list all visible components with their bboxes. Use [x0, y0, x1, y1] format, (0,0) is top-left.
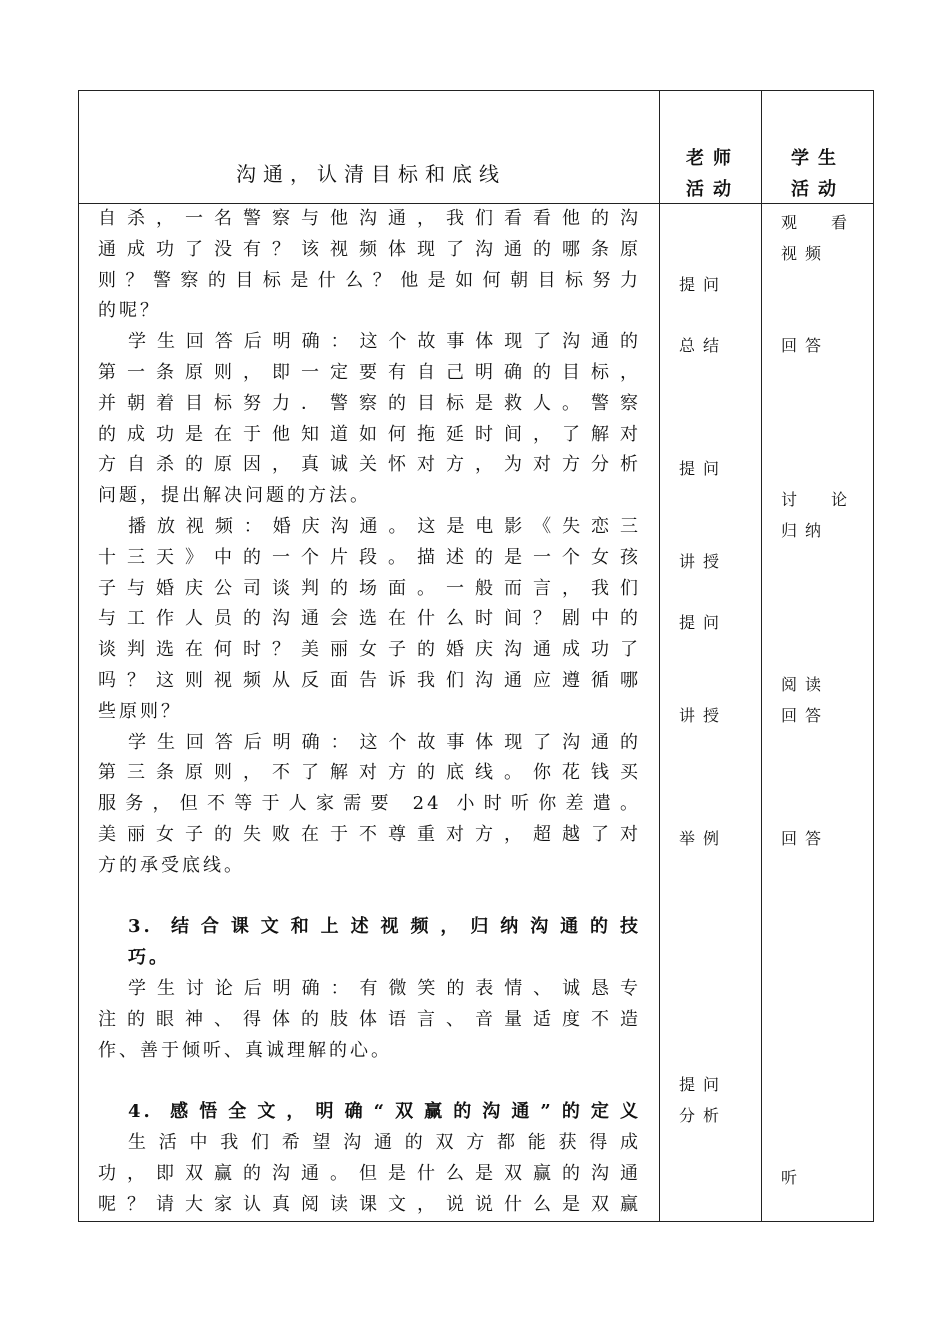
- blank-line: [98, 1066, 641, 1097]
- teacher-activity-label: 讲授: [679, 551, 728, 571]
- content-line: 3. 结合课文和上述视频，归纳沟通的技: [128, 916, 641, 938]
- content-line: 呢？请大家认真阅读课文，说说什么是双赢: [98, 1193, 641, 1215]
- student-activity-label: 归纳: [781, 521, 830, 540]
- student-activity-label: 回答: [781, 829, 830, 848]
- content-line: 学生讨论后明确：有微笑的表情、诚恳专: [128, 977, 641, 999]
- column-divider-teacher: [659, 90, 660, 1222]
- content-line: 服务，但不等于人家需要 24 小时听你差遣。: [98, 793, 641, 815]
- blank-line: [98, 882, 641, 913]
- teacher-activity-label: 提问: [679, 274, 728, 294]
- teacher-activity-label: 讲授: [679, 705, 728, 725]
- teacher-activity-header-line2: 活动: [686, 179, 740, 200]
- content-line: 则？警察的目标是什么？他是如何朝目标努力: [98, 269, 641, 291]
- content-line: 生活中我们希望沟通的双方都能获得成: [128, 1131, 641, 1153]
- teacher-activity-label: 提问: [679, 613, 728, 633]
- content-line: 方自杀的原因，真诚关怀对方，为对方分析: [98, 454, 641, 476]
- content-line: 功，即双赢的沟通。但是什么是双赢的沟通: [98, 1162, 641, 1184]
- teacher-activity-label: 举例: [679, 829, 728, 848]
- content-line: 注的眼神、得体的肢体语言、音量适度不造: [98, 1008, 641, 1030]
- content-line: 播放视频：婚庆沟通。这是电影《失恋三: [128, 515, 641, 537]
- student-activity-label: 阅读: [781, 675, 830, 694]
- student-activity-label: 观看: [781, 213, 851, 232]
- table-title: 沟通，认清目标和底线: [236, 162, 506, 186]
- content-line: 问题，提出解决问题的方法。: [98, 485, 371, 507]
- teacher-activity-label: 总结: [679, 336, 728, 356]
- content-line: 4. 感悟全文，明确“双赢的沟通”的定义: [128, 1101, 641, 1123]
- student-activity-label: 听: [781, 1167, 806, 1187]
- column-divider-student: [761, 90, 762, 1222]
- content-line: 第三条原则，不了解对方的底线。你花钱买: [98, 762, 641, 784]
- content-line: 子与婚庆公司谈判的场面。一般而言，我们: [98, 577, 641, 599]
- student-activity-label: 回答: [781, 336, 830, 356]
- student-activity-header-line2: 活动: [791, 179, 845, 200]
- content-line: 十三天》中的一个片段。描述的是一个女孩: [98, 546, 641, 568]
- content-line: 第一条原则，即一定要有自己明确的目标，: [98, 361, 641, 383]
- teacher-activity-label: 提问: [679, 1075, 728, 1095]
- student-activity-label: 视频: [781, 243, 830, 263]
- teacher-activity-label: 分析: [679, 1106, 728, 1126]
- content-line: 学生回答后明确：这个故事体现了沟通的: [128, 331, 641, 353]
- student-activity-label: 回答: [781, 705, 830, 725]
- content-line: 并朝着目标努力．警察的目标是救人。警察: [98, 392, 641, 414]
- content-line: 与工作人员的沟通会选在什么时间？剧中的: [98, 608, 641, 630]
- teacher-activity-header: [678, 143, 748, 205]
- content-line: 作、善于倾听、真诚理解的心。: [98, 1039, 392, 1061]
- content-line: 学生回答后明确：这个故事体现了沟通的: [128, 731, 641, 753]
- teacher-activity-label: 提问: [679, 459, 728, 479]
- content-line: 方的承受底线。: [98, 854, 245, 876]
- content-line: 些原则？: [98, 700, 182, 722]
- teacher-activity-header-line1: 老师: [686, 148, 740, 169]
- content-line: 自杀，一名警察与他沟通，我们看看他的沟: [98, 208, 641, 229]
- content-line: 的成功是在于他知道如何拖延时间，了解对: [98, 423, 641, 445]
- content-line: 谈判选在何时？美丽女子的婚庆沟通成功了: [98, 639, 641, 661]
- content-line: 通成功了没有？该视频体现了沟通的哪条原: [98, 238, 641, 260]
- content-line: 巧。: [128, 947, 170, 969]
- student-activity-header: [783, 143, 853, 205]
- content-line: 美丽女子的失败在于不尊重对方，超越了对: [98, 823, 641, 845]
- lesson-content: [98, 204, 641, 1220]
- student-activity-label: 讨论: [781, 490, 851, 510]
- student-activity-header-line1: 学生: [791, 148, 845, 169]
- content-line: 的呢？: [98, 300, 161, 322]
- content-line: 吗？这则视频从反面告诉我们沟通应遵循哪: [98, 669, 641, 691]
